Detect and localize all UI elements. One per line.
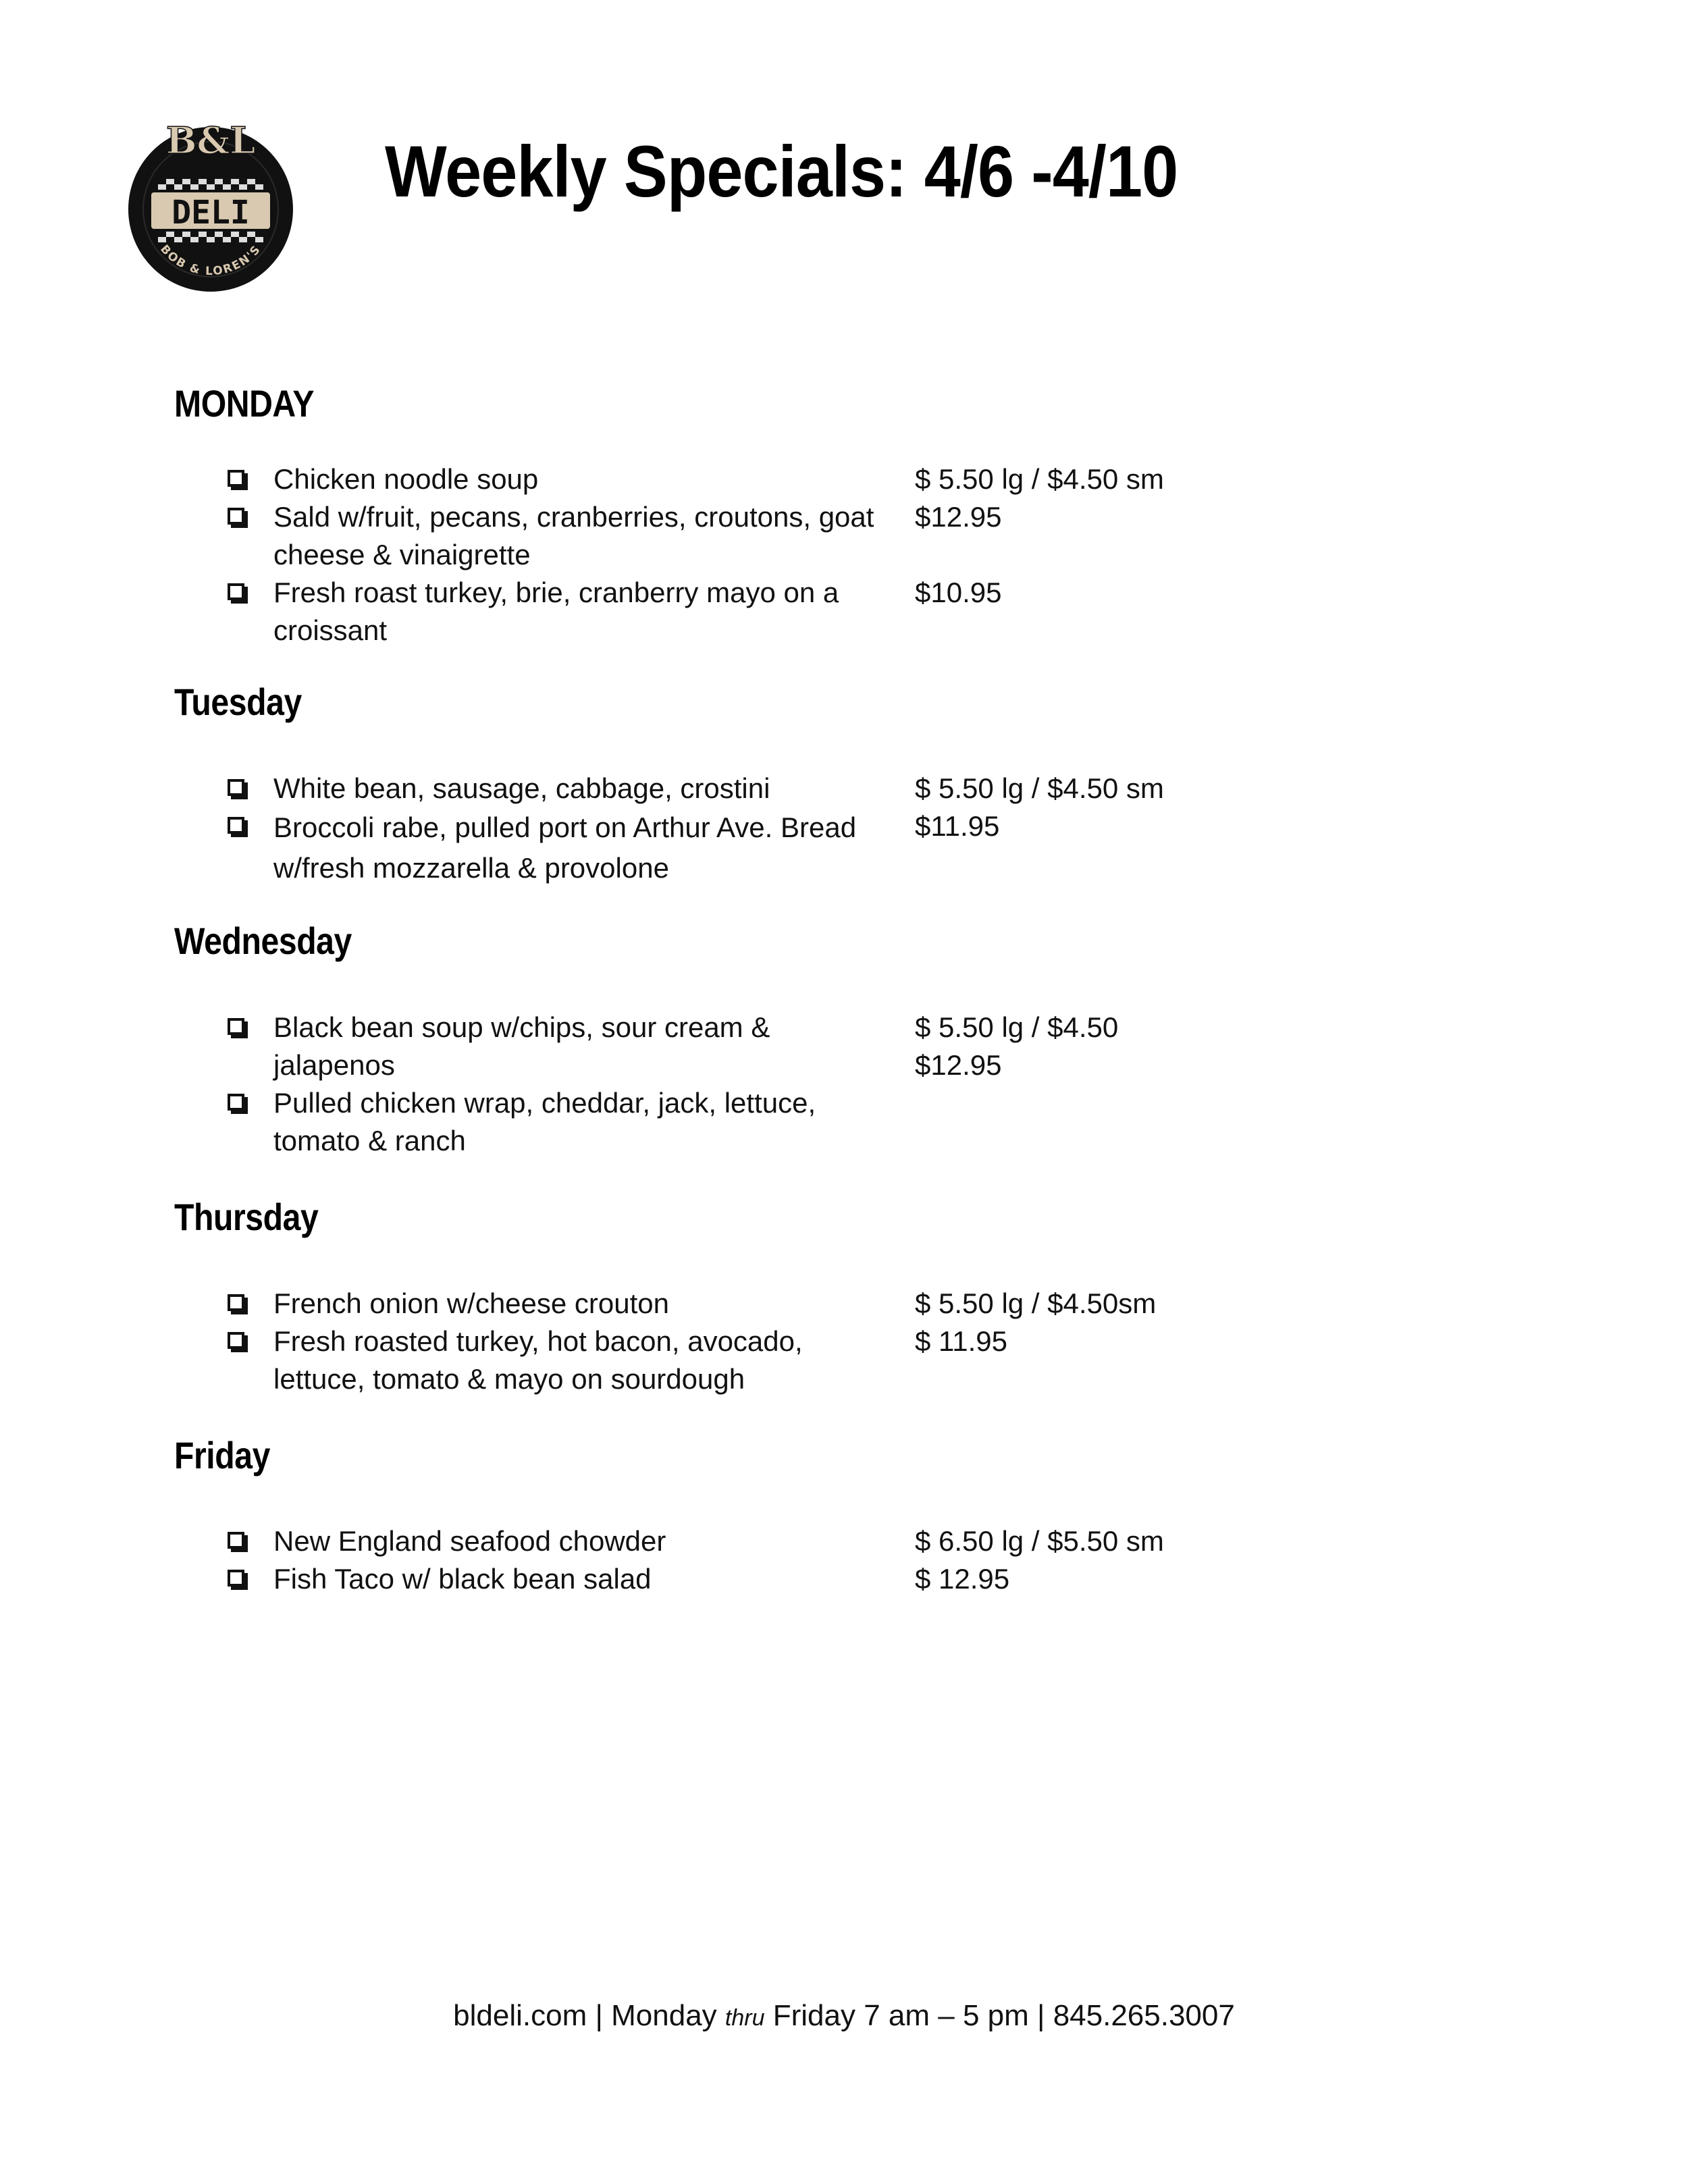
item-price: $ 12.95 (915, 1563, 1010, 1595)
item-price: $ 5.50 lg / $4.50 sm (915, 463, 1164, 495)
item-description: New England seafood chowder (273, 1525, 666, 1557)
logo-bottom-text: BOB & LOREN'S (157, 242, 264, 279)
footer-days-end: Friday 7 am – 5 pm (772, 1999, 1029, 2032)
checkbox-icon (228, 1332, 244, 1349)
footer-thru: thru (724, 2005, 765, 2031)
item-price: $10.95 (915, 577, 1002, 608)
footer-separator: | (595, 1999, 603, 2032)
item-price: $ 6.50 lg / $5.50 sm (915, 1525, 1164, 1557)
item-description: Fish Taco w/ black bean salad (273, 1563, 652, 1595)
item-description: Sald w/fruit, pecans, cranberries, croutons, goat cheese & vinaigrette (273, 501, 874, 570)
footer-separator: | (1037, 1999, 1045, 2032)
day-heading-wednesday: Wednesday (174, 920, 352, 962)
item-description: Chicken noodle soup (273, 463, 539, 495)
checkbox-icon (228, 1094, 244, 1111)
item-description: Fresh roast turkey, brie, cranberry mayo on a croissant (273, 577, 839, 646)
checkbox-icon (228, 1294, 244, 1311)
item-description: Fresh roasted turkey, hot bacon, avocado, lettuce, tomato & mayo on sourdough (273, 1325, 803, 1395)
footer-phone: 845.265.3007 (1053, 1999, 1235, 2032)
checkbox-icon (228, 1018, 244, 1035)
day-heading-friday: Friday (174, 1434, 270, 1476)
day-heading-tuesday: Tuesday (174, 681, 302, 723)
item-description: Pulled chicken wrap, cheddar, jack, lettuce, tomato & ranch (273, 1087, 816, 1156)
checkbox-icon (228, 583, 244, 600)
logo-top-text: B&L (165, 119, 256, 162)
checkbox-icon (228, 1532, 244, 1549)
item-description: French onion w/cheese crouton (273, 1287, 670, 1319)
item-price: $ 5.50 lg / $4.50sm (915, 1287, 1157, 1319)
footer-days-start: Monday (611, 1999, 717, 2032)
page-title: Weekly Specials: 4/6 -4/10 (385, 130, 1178, 212)
item-price: $11.95 (915, 810, 1000, 842)
checkbox-icon (228, 508, 244, 525)
deli-logo (123, 111, 298, 294)
item-description: Black bean soup w/chips, sour cream & jalapenos (273, 1011, 770, 1081)
item-price: $ 11.95 (915, 1325, 1008, 1357)
day-heading-monday: MONDAY (174, 382, 315, 425)
footer-website: bldeli.com (453, 1999, 587, 2032)
day-heading-thursday: Thursday (174, 1196, 319, 1238)
checkbox-icon (228, 817, 244, 834)
checkbox-icon (228, 470, 244, 487)
item-description: Broccoli rabe, pulled port on Arthur Ave. Bread w/fresh mozzarella & provolone (273, 811, 857, 884)
checkbox-icon (228, 779, 244, 796)
checkbox-icon (228, 1570, 244, 1587)
item-price: $12.95 (915, 501, 1002, 533)
logo-main-text: DELI (172, 194, 250, 232)
item-price: $ 5.50 lg / $4.50 sm (915, 772, 1164, 804)
footer (0, 1997, 1688, 2037)
item-price: $12.95 (915, 1049, 1002, 1081)
item-description: White bean, sausage, cabbage, crostini (273, 772, 770, 804)
item-price: $ 5.50 lg / $4.50 (915, 1011, 1119, 1043)
